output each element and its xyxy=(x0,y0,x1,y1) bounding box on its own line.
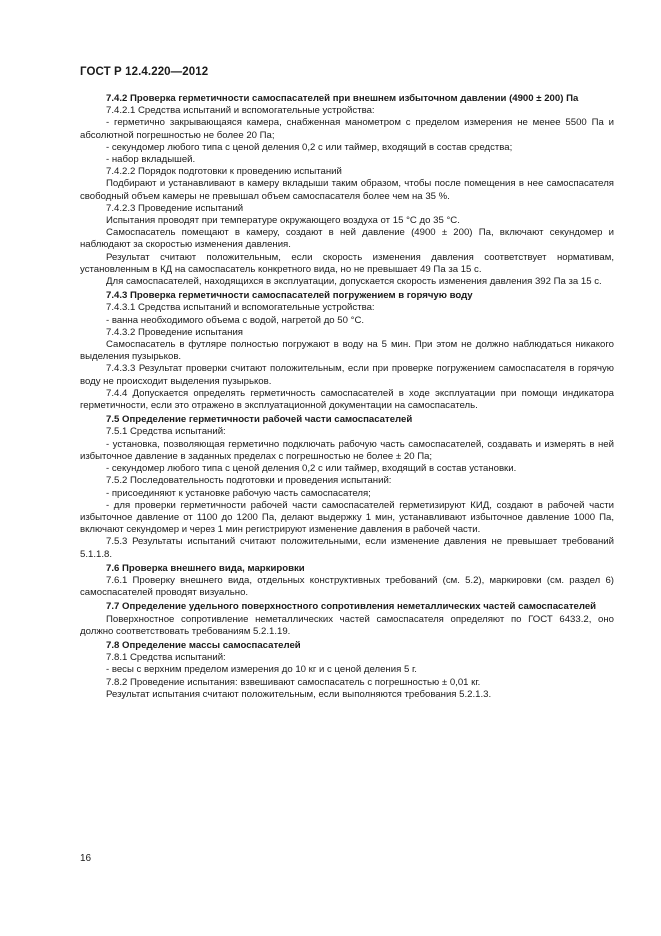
paragraph: Поверхностное сопротивление неметаллических частей самоспасателя определяют по ГОСТ 6433.2, оно должно соответствовать требованиям 5.2.1.19. xyxy=(80,613,614,637)
page-number: 16 xyxy=(80,853,92,864)
section-heading: 7.6 Проверка внешнего вида, маркировки xyxy=(106,562,305,574)
paragraph: 7.4.2.3 Проведение испытаний xyxy=(106,202,244,214)
section-heading: 7.8 Определение массы самоспасателей xyxy=(106,639,301,651)
paragraph: Для самоспасателей, находящихся в эксплуатации, допускается скорость изменения давления 392 Па за 15 с. xyxy=(106,276,602,288)
paragraph: 7.4.3.3 Результат проверки считают положительным, если при проверке погружением самоспасателя в горячую воду не происходит выделения пузырьков. xyxy=(80,363,614,387)
paragraph: - секундомер любого типа с ценой деления 0,2 с или таймер, входящий в состав средства; xyxy=(106,141,513,153)
paragraph: 7.6.1 Проверку внешнего вида, отдельных конструктивных требований (см. 5.2), маркировки (см. раздел 6) самоспасателей проводят визуально. xyxy=(80,574,614,599)
section-heading: 7.4.3 Проверка герметичности самоспасателей погружением в горячую воду xyxy=(106,290,473,302)
paragraph: 7.8.2 Проведение испытания: взвешивают самоспасатель с погрешностью ± 0,01 кг. xyxy=(106,676,481,688)
paragraph: 7.5.2 Последовательность подготовки и проведения испытаний: xyxy=(106,475,392,487)
paragraph: Подбирают и устанавливают в камеру вкладыши таким образом, чтобы после помещения в нее самоспасателя свободный объем камеры не превышал объем самоспасателя более чем на 35 %. xyxy=(80,178,614,202)
paragraph: Самоспасатель помещают в камеру, создают в ней давление (4900 ± 200) Па, включают секундомер и наблюдают за скоростью изменения давления. xyxy=(80,227,614,251)
document-body xyxy=(80,91,614,701)
section-heading: 7.5 Определение герметичности рабочей части самоспасателей xyxy=(106,414,413,426)
paragraph: 7.4.2.1 Средства испытаний и вспомогательные устройства: xyxy=(106,105,375,117)
paragraph: Самоспасатель в футляре полностью погружают в воду на 5 мин. При этом не должно наблюдаться никакого выделения пузырьков. xyxy=(80,339,614,363)
document-header: ГОСТ Р 12.4.220—2012 xyxy=(80,66,209,78)
paragraph: Результат считают положительным, если скорость изменения давления соответствует нормативам, установленным в КД на самоспасатель конкретного вида, но не превышает 49 Па за 15 с. xyxy=(80,251,614,275)
paragraph: 7.5.3 Результаты испытаний считают положительными, если изменение давления не превышает требований 5.1.1.8. xyxy=(80,536,614,560)
paragraph: 7.5.1 Средства испытаний: xyxy=(106,426,226,438)
section-heading: 7.7 Определение удельного поверхностного сопротивления неметаллических частей самоспасателей xyxy=(106,601,597,613)
paragraph: - секундомер любого типа с ценой деления 0,2 с или таймер, входящий в состав установки. xyxy=(106,463,517,475)
paragraph: 7.4.3.1 Средства испытаний и вспомогательные устройства: xyxy=(106,302,375,314)
paragraph: Результат испытания считают положительным, если выполняются требования 5.2.1.3. xyxy=(106,688,492,700)
paragraph: 7.8.1 Средства испытаний: xyxy=(106,652,226,664)
paragraph: - присоединяют к установке рабочую часть самоспасателя; xyxy=(106,487,371,499)
paragraph: 7.4.4 Допускается определять герметичность самоспасателей в ходе эксплуатации при помощи индикатора герметичности, если это отражено в эксплуатационной документации на самоспасатель. xyxy=(80,387,614,412)
paragraph: Испытания проводят при температуре окружающего воздуха от 15 °С до 35 °С. xyxy=(106,215,460,227)
paragraph: - весы с верхним пределом измерения до 10 кг и с ценой деления 5 г. xyxy=(106,664,417,676)
paragraph: - герметично закрывающаяся камера, снабженная манометром с пределом измерения не менее 5500 Па и абсолютной погрешностью не более 20 Па; xyxy=(80,117,614,141)
paragraph: - набор вкладышей. xyxy=(106,154,196,166)
paragraph: - ванна необходимого объема с водой, нагретой до 50 °С. xyxy=(106,314,365,326)
paragraph: 7.4.3.2 Проведение испытания xyxy=(106,326,243,338)
paragraph: - для проверки герметичности рабочей части самоспасателей герметизируют КИД, создают в рабочей части избыточное давление от 1100 до 1200 Па, делают выдержку 1 мин, устанавливают избыточное давление 1000 Па, включают секундомер и через 1 мин регистрируют изменение давления в рабочей части. xyxy=(80,499,614,536)
paragraph: 7.4.2.2 Порядок подготовки к проведению испытаний xyxy=(106,166,342,178)
paragraph: - установка, позволяющая герметично подключать рабочую часть самоспасателей, создавать и измерять в ней избыточное давление в заданных пределах с погрешностью не более ± 20 Па; xyxy=(80,438,614,462)
section-heading: 7.4.2 Проверка герметичности самоспасателей при внешнем избыточном давлении (4900 ± 200) Па xyxy=(106,93,579,104)
